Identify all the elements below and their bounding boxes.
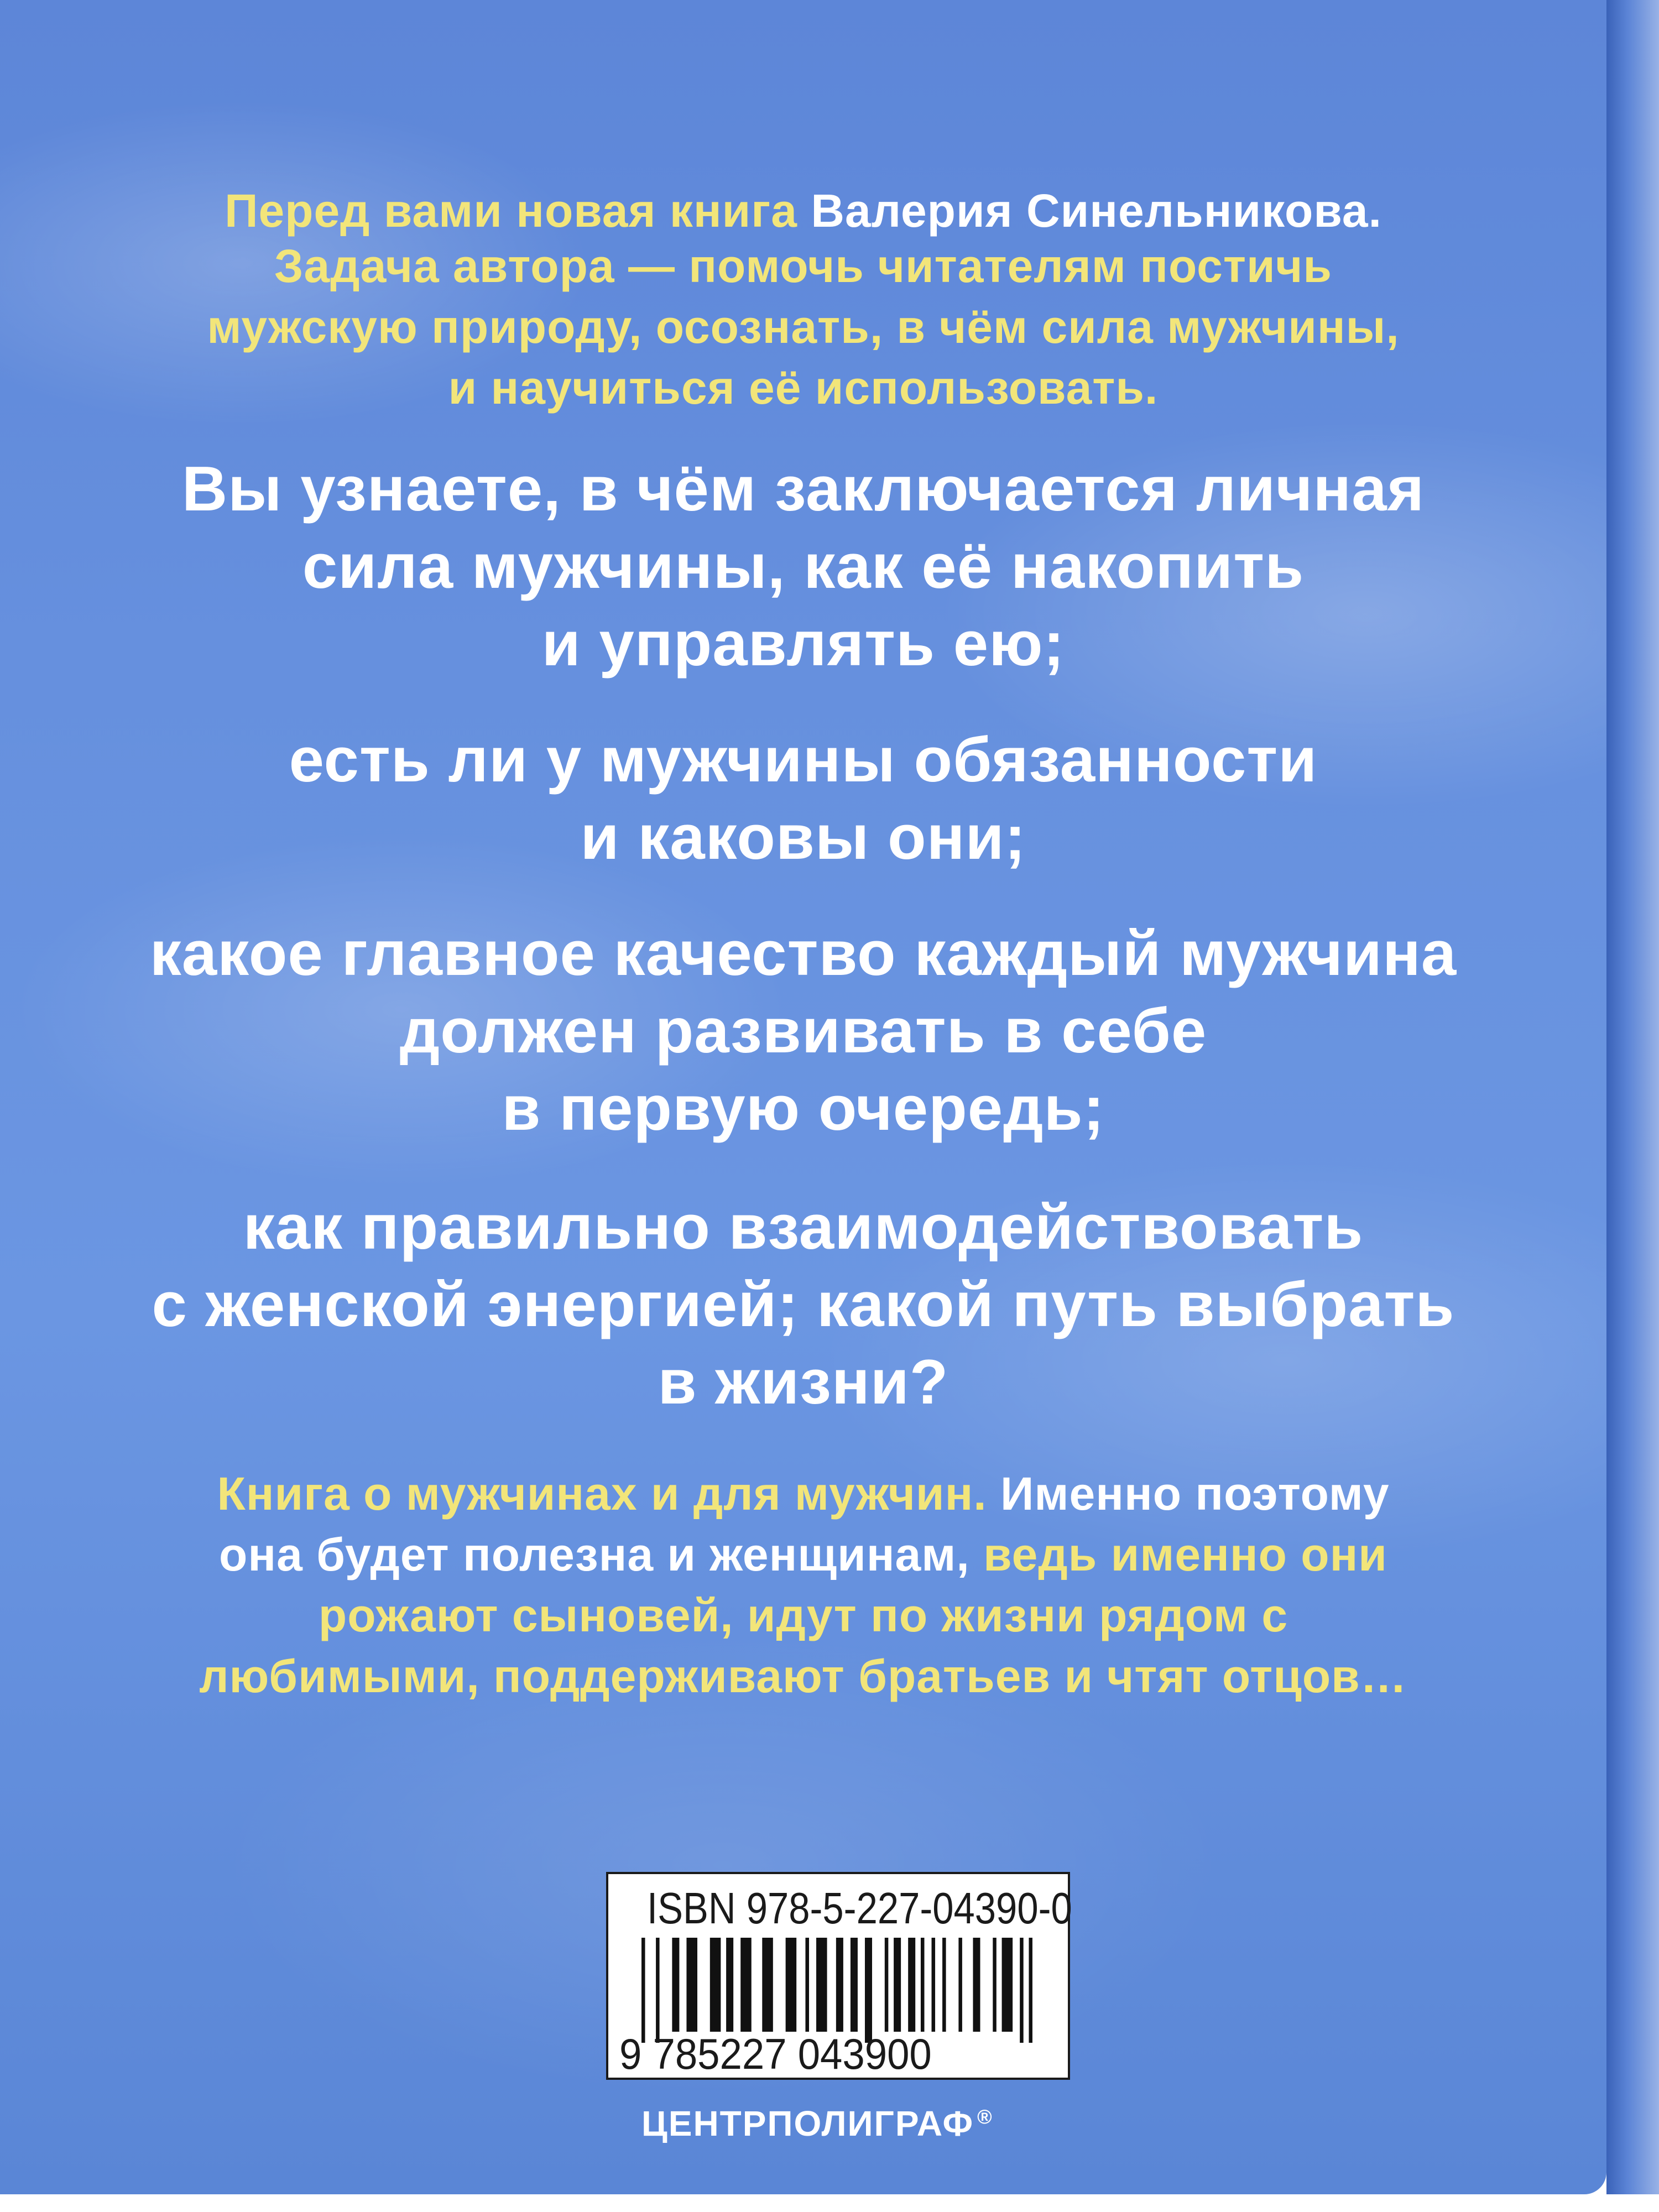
barcode-bar xyxy=(641,1938,645,2043)
intro-line-2: Задача автора — помочь читателям постичь xyxy=(274,240,1333,292)
barcode-bar xyxy=(726,1938,733,2032)
barcode-digits: 9 785227 043900 xyxy=(619,2030,932,2078)
publisher-logo xyxy=(641,2103,993,2144)
barcode-bar xyxy=(836,1938,843,2032)
point-3-line-3: в первую очередь; xyxy=(502,1073,1105,1144)
closing-line-2-yellow: ведь именно они xyxy=(983,1528,1387,1580)
registered-mark: ® xyxy=(977,2105,993,2128)
point-4-line-3: в жизни? xyxy=(658,1347,949,1417)
point-3-line-2: должен развивать в себе xyxy=(399,996,1207,1066)
closing-line-1-yellow: Книга о мужчинах и для мужчин. xyxy=(217,1468,987,1520)
barcode-bar xyxy=(973,1938,980,2032)
barcode-bar xyxy=(993,1938,997,2032)
page-bottom-margin xyxy=(0,2194,1659,2212)
barcode-bar xyxy=(762,1938,773,2032)
book-spine-edge xyxy=(1606,0,1659,2194)
publisher-name: ЦЕНТРПОЛИГРАФ xyxy=(641,2104,974,2143)
point-4-line-1: как правильно взаимодействовать xyxy=(243,1192,1364,1262)
point-3-line-1: какое главное качество каждый мужчина xyxy=(149,919,1457,989)
barcode-bar xyxy=(672,1938,679,2032)
intro-line-1-yellow: Перед вами новая книга xyxy=(225,185,811,237)
closing-line-3: рожают сыновей, идут по жизни рядом с xyxy=(318,1589,1288,1641)
barcode-bar xyxy=(656,1938,660,2043)
point-2-line-1: есть ли у мужчины обязанности xyxy=(289,725,1318,795)
barcode-bar xyxy=(958,1938,962,2032)
point-1-line-3: и управлять ею; xyxy=(541,609,1065,679)
barcode-bar xyxy=(942,1938,946,2032)
barcode-bar xyxy=(1020,1938,1024,2043)
barcode-bar xyxy=(908,1938,915,2032)
intro-line-1-author: Валерия Синельникова. xyxy=(811,185,1382,237)
point-1-line-2: сила мужчины, как её накопить xyxy=(302,531,1305,602)
intro-line-4: и научиться её использовать. xyxy=(448,362,1159,414)
barcode-bar xyxy=(686,1938,697,2032)
isbn-label: ISBN 978-5-227-04390-0 xyxy=(647,1884,1072,1933)
point-1-line-1: Вы узнаете, в чём заключается личная xyxy=(181,454,1425,524)
closing-line-1-white: Именно поэтому xyxy=(987,1468,1390,1520)
closing-line-4: любимыми, поддерживают братьев и чтят отцов… xyxy=(199,1650,1407,1702)
barcode-bar xyxy=(851,1938,858,2032)
barcode-bar xyxy=(740,1938,752,2032)
barcode-icon xyxy=(641,1938,1040,2043)
barcode-bar xyxy=(710,1938,721,2032)
barcode-bar xyxy=(894,1938,901,2032)
barcode-bar xyxy=(816,1938,827,2032)
barcode-bar xyxy=(805,1938,809,2032)
barcode-bar xyxy=(1029,1938,1032,2043)
barcode-bar xyxy=(921,1938,925,2032)
barcode-bar xyxy=(865,1938,872,2043)
barcode-bar xyxy=(786,1938,797,2032)
closing-line-2-white: она будет полезна и женщинам, xyxy=(219,1528,984,1580)
point-2-line-2: и каковы они; xyxy=(580,802,1026,873)
point-4-line-2: с женской энергией; какой путь выбрать xyxy=(152,1270,1455,1340)
isbn-barcode-box xyxy=(606,1872,1070,2080)
barcode-bar xyxy=(1002,1938,1013,2032)
barcode-bar xyxy=(932,1938,936,2032)
barcode-bar xyxy=(885,1938,889,2032)
intro-line-3: мужскую природу, осознать, в чём сила мужчины, xyxy=(207,301,1400,353)
